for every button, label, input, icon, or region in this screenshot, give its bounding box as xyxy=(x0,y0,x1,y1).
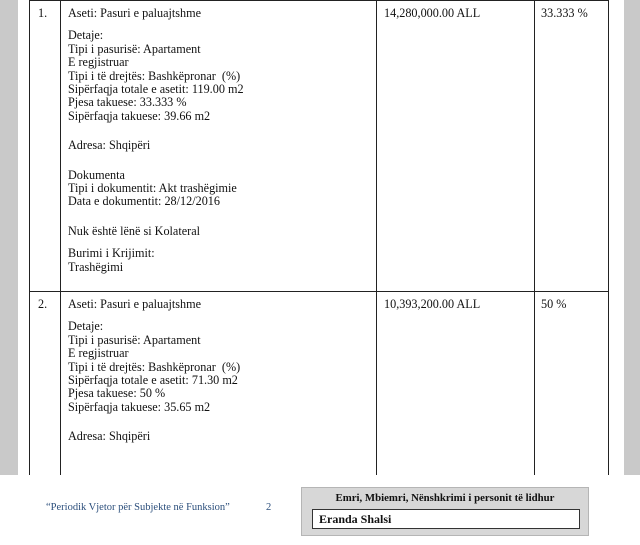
property-type: Tipi i pasurisë: Apartament xyxy=(68,332,201,347)
asset-number: 1. xyxy=(30,1,61,292)
signature-name: Eranda Shalsi xyxy=(312,509,580,529)
share-area: Sipërfaqja takuese: 35.65 m2 xyxy=(68,399,211,414)
property-type: Tipi i pasurisë: Apartament xyxy=(68,41,201,56)
assets-table xyxy=(29,0,609,475)
right-type: Tipi i të drejtës: Bashkëpronar (%) xyxy=(68,68,241,83)
address: Adresa: Shqipëri xyxy=(68,138,151,153)
page-margin-right xyxy=(624,0,640,475)
details-header: Detaje: xyxy=(68,319,104,334)
total-area: Sipërfaqja totale e asetit: 71.30 m2 xyxy=(68,373,238,388)
collateral-status: Nuk është lënë si Kolateral xyxy=(68,223,200,238)
asset-share: 33.333 % xyxy=(535,1,609,292)
page-number: 2 xyxy=(266,502,272,513)
footer-note: “Periodik Vjetor për Subjekte në Funksion” xyxy=(46,502,230,513)
address: Adresa: Shqipëri xyxy=(68,429,151,444)
details-header: Detaje: xyxy=(68,28,104,43)
document-type: Tipi i dokumentit: Akt trashëgimie xyxy=(68,181,237,196)
signature-header: Emri, Mbiemri, Nënshkrimi i personit të lidhur xyxy=(335,492,555,504)
documents-header: Dokumenta xyxy=(68,167,125,182)
asset-share: 50 % xyxy=(535,292,609,475)
share-area: Sipërfaqja takuese: 39.66 m2 xyxy=(68,108,211,123)
registration-status: E regjistruar xyxy=(68,55,129,70)
asset-number: 2. xyxy=(30,292,61,475)
asset-type: Aseti: Pasuri e paluajtshme xyxy=(68,297,202,311)
table-row xyxy=(30,292,609,475)
asset-description xyxy=(61,1,377,292)
page-margin-left xyxy=(0,0,18,475)
share-percent: Pjesa takuese: 33.333 % xyxy=(68,95,187,110)
source-header: Burimi i Krijimit: xyxy=(68,246,155,261)
share-percent: Pjesa takuese: 50 % xyxy=(68,386,166,401)
asset-value: 10,393,200.00 ALL xyxy=(377,292,535,475)
asset-type: Aseti: Pasuri e paluajtshme xyxy=(68,6,202,20)
asset-value: 14,280,000.00 ALL xyxy=(377,1,535,292)
source-value: Trashëgimi xyxy=(68,259,124,274)
right-type: Tipi i të drejtës: Bashkëpronar (%) xyxy=(68,359,241,374)
table-row xyxy=(30,1,609,292)
asset-description xyxy=(61,292,377,475)
signature-box xyxy=(301,487,589,536)
total-area: Sipërfaqja totale e asetit: 119.00 m2 xyxy=(68,82,244,97)
registration-status: E regjistruar xyxy=(68,346,129,361)
document-date: Data e dokumentit: 28/12/2016 xyxy=(68,194,220,209)
